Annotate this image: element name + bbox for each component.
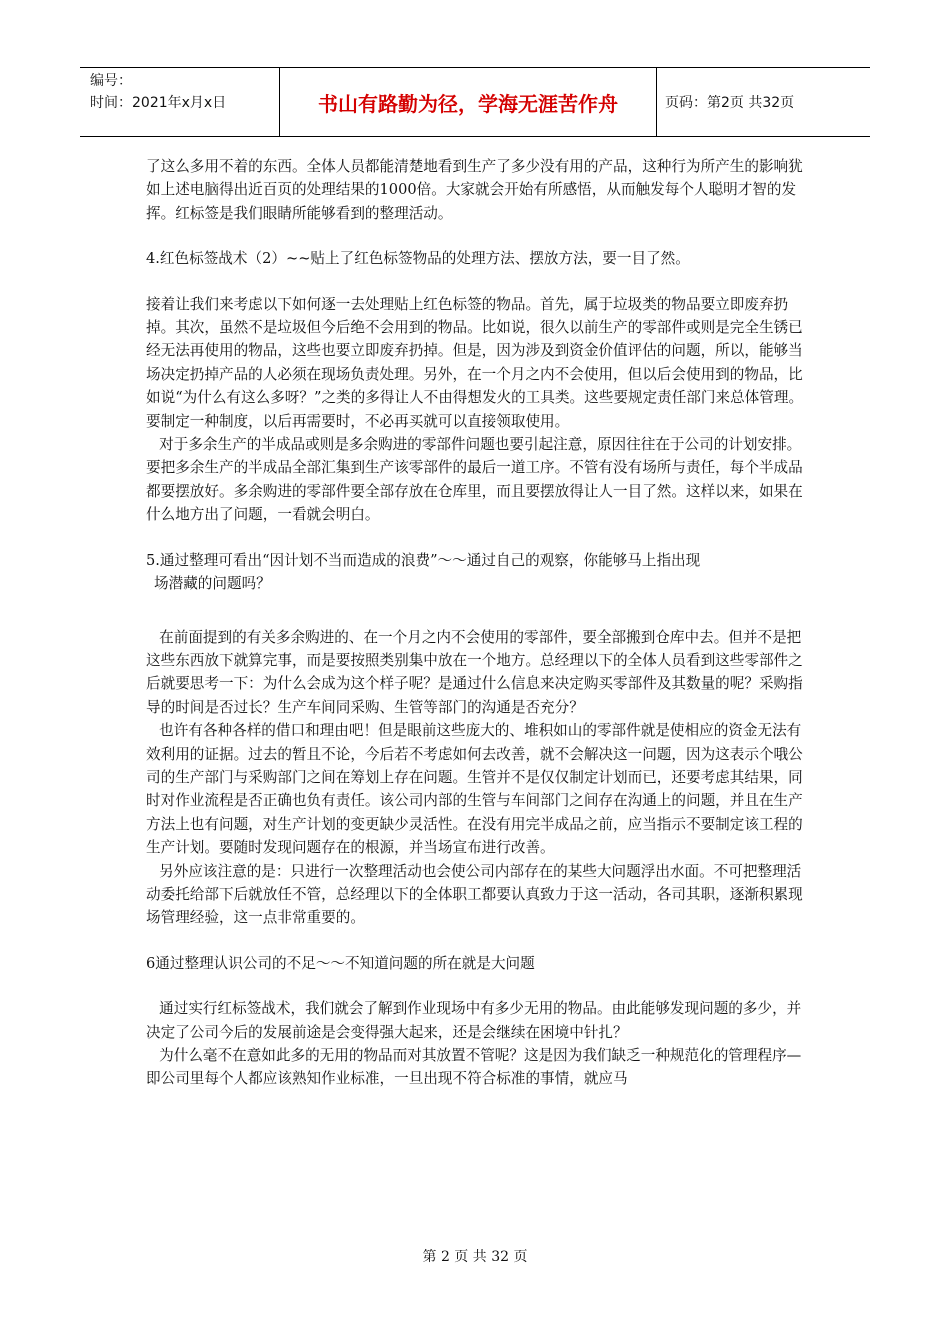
paragraph-1: 了这么多用不着的东西。全体人员都能清楚地看到生产了多少没有用的产品，这种行为所产生的影响犹如上述电脑得出近百页的处理结果的1000倍。大家就会开始有所感悟，从而触发每个人聪明才智的发挥。红标签是我们眼睛所能够看到的整理活动。 (146, 158, 803, 222)
section-heading-5 (146, 549, 812, 596)
paragraph-4: 在前面提到的有关多余购进的、在一个月之内不会使用的零部件，要全部搬到仓库中去。但并不是把这些东西放下就算完事，而是要按照类别集中放在一个地方。总经理以下的全体人员看到这些零部件之后就要思考一下：为什么会成为这个样子呢？是通过什么信息来决定购买零部件及其数量的呢？采购指导的时间是否过长？生产车间同采购、生管等部门的沟通是否充分？ (146, 628, 803, 716)
paragraph-7: 通过实行红标签战术，我们就会了解到作业现场中有多少无用的物品。由此能够发现问题的多少，并决定了公司今后的发展前途是会变得强大起来，还是会继续在困境中针扎？ (146, 1000, 802, 1041)
page-footer: 第 2 页 共 32 页 (422, 1249, 528, 1265)
section-heading-4: 4.红色标签战术（2）~~贴上了红色标签物品的处理方法、摆放方法，要一目了然。 (146, 250, 690, 268)
header-meta (80, 68, 280, 136)
paragraph-5: 也许有各种各样的借口和理由吧！但是眼前这些庞大的、堆积如山的零部件就是使相应的资金无法有效利用的证据。过去的暂且不论，今后若不考虑如何去改善，就不会解决这一问题，因为这表示个哦公司的生产部门与采购部门之间在筹划上存在问题。生管并不是仅仅制定计划而已，还要考虑其结果，同时对作业流程是否正确也负有责任。该公司内部的生管与车间部门之间存在沟通上的问题，并且在生产方法上也有问题，对生产计划的变更缺少灵活性。在没有用完半成品之前，应当指示不要制定该工程的生产计划。要随时发现问题存在的根源，并当场宣布进行改善。 (146, 722, 803, 857)
document-body (146, 155, 812, 1091)
section-heading-5-line-2: 场潜藏的问题吗？ (154, 575, 271, 593)
page-header (80, 67, 870, 137)
paragraph-3: 对于多余生产的半成品或则是多余购进的零部件问题也要引起注意，原因往往在于公司的计划安排。要把多余生产的半成品全部汇集到生产该零部件的最后一道工序。不管有没有场所与责任，每个半成品都要摆放好。多余购进的零部件要全部存放在仓库里，而且要摆放得让人一目了然。这样以来，如果在什么地方出了问题，一看就会明白。 (146, 436, 803, 524)
paragraph-8: 为什么毫不在意如此多的无用的物品而对其放置不管呢？这是因为我们缺乏一种规范化的管理程序—即公司里每个人都应该熟知作业标准，一旦出现不符合标准的事情，就应马 (146, 1047, 802, 1088)
section-heading-5-line-1: 5.通过整理可看出“因计划不当而造成的浪费”～～通过自己的观察，你能够马上指出现 (146, 551, 701, 569)
header-page-number: 页码：第2页 共32页 (665, 95, 795, 111)
code-label: 编号： (90, 73, 132, 89)
paragraph-2: 接着让我们来考虑以下如何逐一去处理贴上红色标签的物品。首先，属于垃圾类的物品要立即废弃扔掉。其次，虽然不是垃圾但今后绝不会用到的物品。比如说，很久以前生产的零部件或则是完全生锈已经无法再使用的物品，这些也要立即废弃扔掉。但是，因为涉及到资金价值评估的问题，所以，能够当场决定扔掉产品的人必须在现场负责处理。另外，在一个月之内不会使用，但以后会使用到的物品，比如说“为什么有这么多呀？”之类的多得让人不由得想发火的工具类。这些要规定责任部门来总体管理。要制定一种制度，以后再需要时，不必再买就可以直接领取使用。 (146, 295, 804, 430)
paragraph-6: 另外应该注意的是：只进行一次整理活动也会使公司内部存在的某些大问题浮出水面。不可把整理活动委托给部下后就放任不管，总经理以下的全体职工都要认真致力于这一活动，各司其职，逐渐积累现场管理经验，这一点非常重要的。 (146, 862, 803, 927)
date-label: 时间：2021年x月x日 (90, 95, 227, 111)
section-heading-6: 6通过整理认识公司的不足～～不知道问题的所在就是大问题 (146, 954, 535, 972)
header-motto: 书山有路勤为径，学海无涯苦作舟 (280, 68, 657, 136)
